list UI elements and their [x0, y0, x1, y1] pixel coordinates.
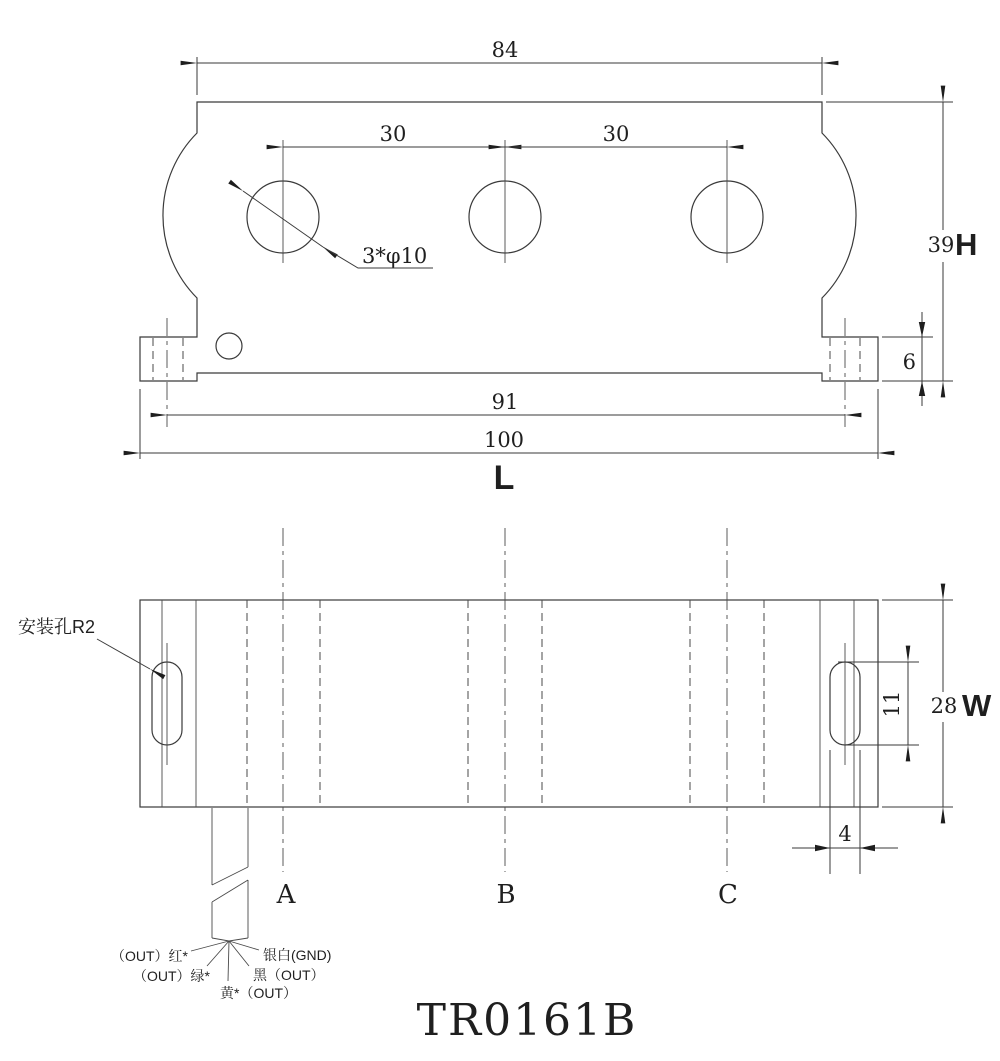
wire-label-silver: 银白(GND) — [263, 947, 332, 963]
phase-label-a: A — [276, 880, 296, 910]
wire-label-black: 黑（OUT） — [253, 967, 325, 983]
wire-label-red: （OUT）红* — [111, 948, 188, 964]
drawing-title: TR0161B — [416, 995, 638, 1046]
dim-100-label: 100 — [483, 428, 525, 452]
dim-6 — [882, 312, 933, 406]
front-view — [140, 38, 977, 497]
dim-84 — [197, 38, 822, 95]
mounting-hole-callout — [18, 617, 150, 669]
wire-labels — [111, 947, 331, 1001]
height-symbol: H — [955, 227, 978, 262]
wire-label-green: （OUT）绿* — [133, 968, 210, 984]
phase-label-b: B — [496, 880, 516, 910]
dim-91 — [167, 390, 845, 415]
wire-label-yellow: 黄*（OUT） — [220, 985, 297, 1001]
foot-hidden-lines — [153, 338, 860, 380]
plan-hidden-hole-edges — [247, 600, 764, 807]
dim-6-label: 6 — [902, 350, 916, 374]
plan-outline — [140, 600, 878, 807]
plan-view — [18, 528, 992, 910]
dim-4-label: 4 — [838, 822, 852, 846]
mounting-hole-label: 安装孔R2 — [18, 617, 96, 637]
dim-30-left-label: 30 — [379, 122, 407, 146]
plan-edge-lines — [162, 600, 854, 807]
dim-91-label: 91 — [491, 390, 519, 414]
dim-11-label: 11 — [880, 690, 904, 718]
hole-callout — [243, 191, 433, 268]
cable-lower-segment — [212, 880, 248, 941]
dim-39-label: 39 — [927, 233, 955, 257]
small-hole — [216, 333, 242, 359]
dim-84-label: 84 — [491, 38, 519, 62]
slot-center-lines — [167, 643, 845, 765]
dim-28-label: 28 — [930, 694, 958, 718]
phase-label-c: C — [718, 880, 738, 910]
dim-4 — [792, 750, 898, 874]
dim-30-right-label: 30 — [602, 122, 630, 146]
width-symbol: W — [962, 688, 992, 723]
front-outline — [140, 102, 878, 381]
hole-center-lines — [283, 140, 727, 263]
length-symbol: L — [493, 459, 515, 497]
hole-callout-label: 3*φ10 — [362, 244, 428, 268]
lead-wire-cable — [111, 808, 331, 1001]
cable-upper-segment — [212, 808, 248, 885]
dim-39 — [826, 102, 977, 381]
plan-center-lines — [283, 528, 727, 872]
